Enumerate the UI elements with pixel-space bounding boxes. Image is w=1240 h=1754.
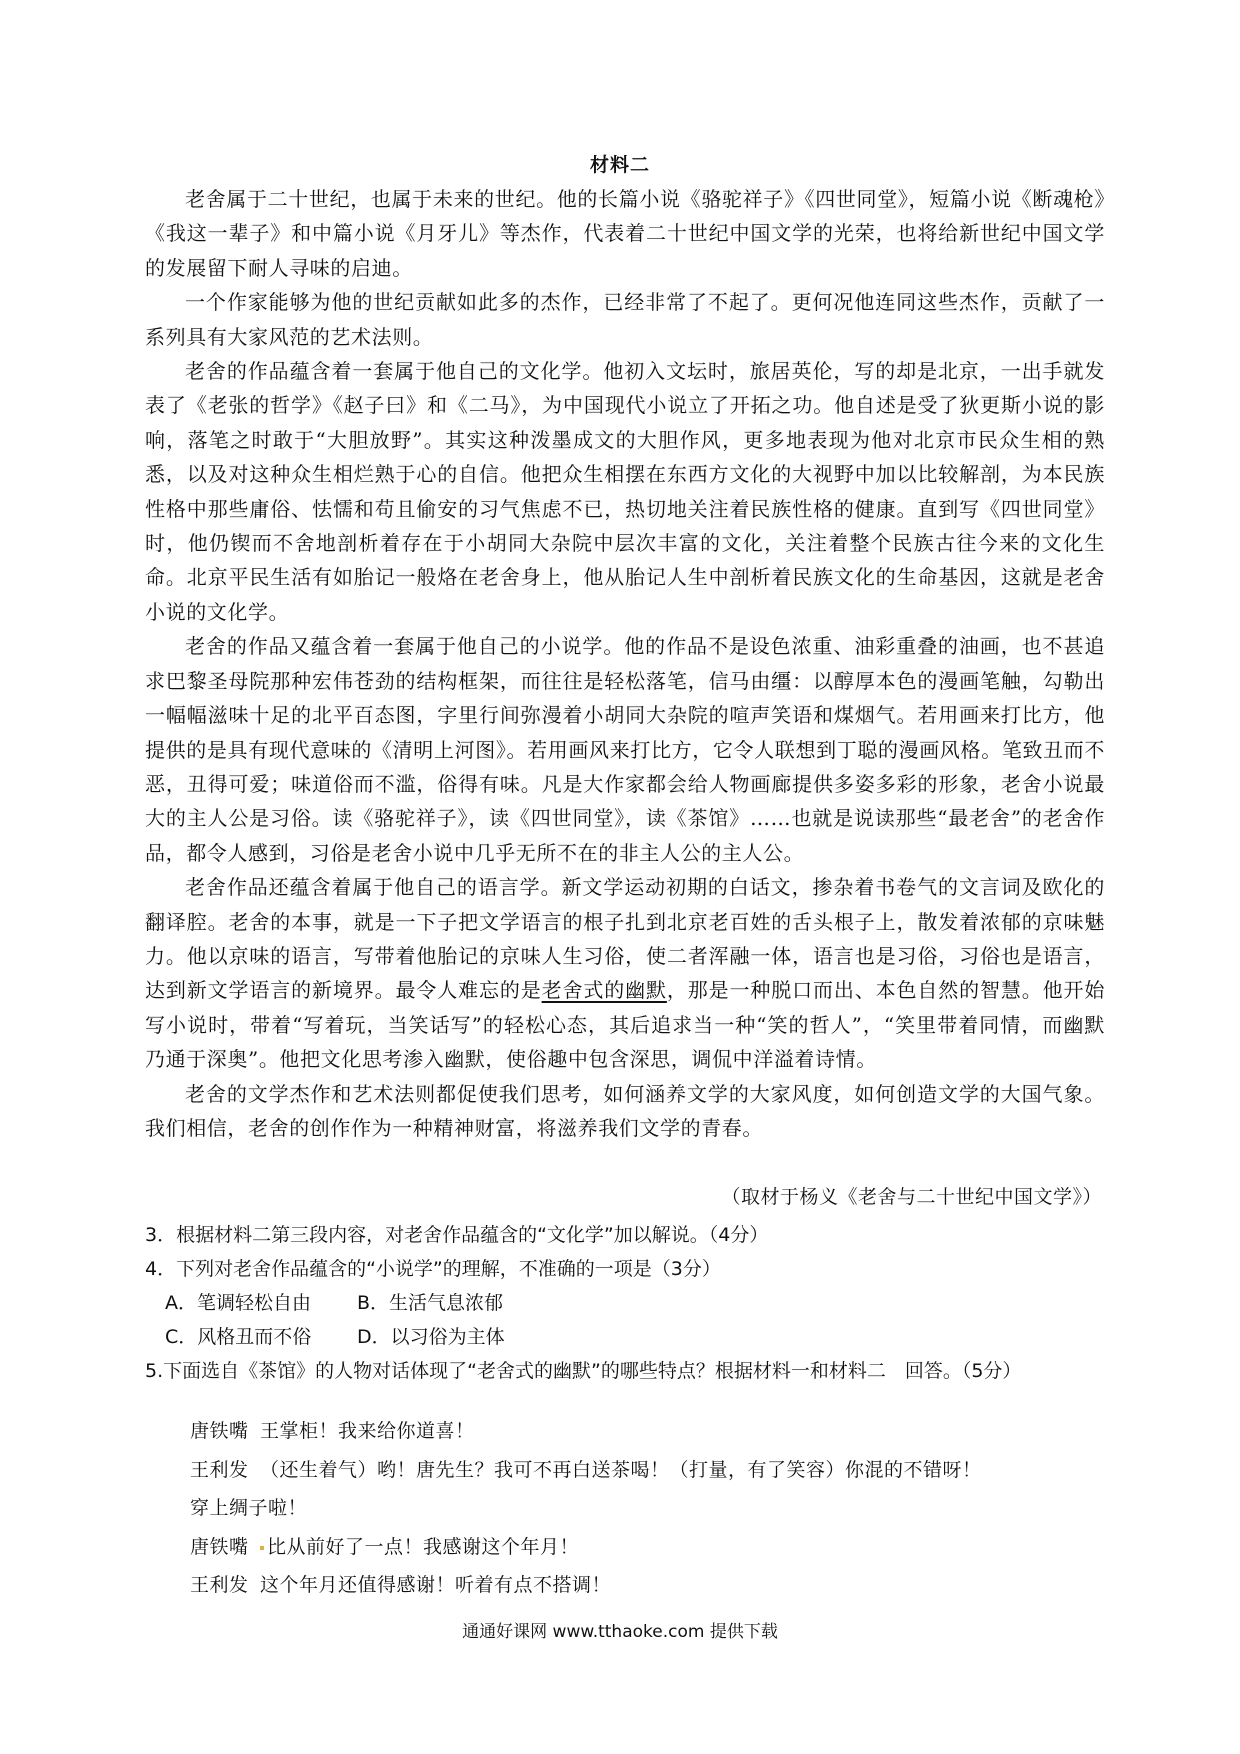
question-4: 4．下列对老舍作品蕴含的“小说学”的理解，不准确的一项是（3分） — [145, 1258, 721, 1280]
dialogue-text: （还生着气）哟！唐先生？我可不再白送茶喝！（打量，有了笑容）你混的不错呀！ — [260, 1458, 982, 1481]
paragraph-5-end: ，那是一种脱口而出、本色自然的智慧。他开始写小说时，带着“写着玩，当笑话写”的轻松心态，其后追求当一种“笑的哲人”，“笑里带着同情，而幽默乃通于深奥”。他把文化思考渗入幽默，使俗趣中包含深思，调侃中洋溢着诗情。 — [145, 978, 1105, 1072]
page-title: 材料二 — [589, 154, 650, 176]
option-c: C．风格丑而不俗 — [165, 1326, 312, 1348]
dialogue-excerpt — [190, 1412, 1110, 1605]
dialogue-text: 王掌柜！我来给你道喜！ — [260, 1420, 475, 1442]
option-a: A．笔调轻松自由 — [165, 1292, 311, 1314]
paragraph-1: 老舍属于二十世纪，也属于未来的世纪。他的长篇小说《骆驼祥子》《四世同堂》，短篇小说《断魂枪》《我这一辈子》和中篇小说《月牙儿》等杰作，代表着二十世纪中国文学的光荣，也将给新世纪中国文学的发展留下耐人寻味的启迪。 — [145, 187, 1105, 280]
speaker-name: 王利发 — [190, 1574, 249, 1596]
dialogue-line-continuation — [190, 1489, 1110, 1528]
paragraph-6: 老舍的文学杰作和艺术法则都促使我们思考，如何涵养文学的大家风度，如何创造文学的大国气象。我们相信，老舍的创作作为一种精神财富，将滋养我们文学的青春。 — [145, 1081, 1105, 1140]
ink-speck — [260, 1546, 264, 1550]
option-b: B．生活气息浓郁 — [357, 1292, 504, 1314]
paragraph-5-start: 老舍作品还蕴含着属于他自己的语言学。新文学运动初期的白话文，掺杂着书卷气的文言词及欧化的翻译腔。老舍的本事，就是一下子把文学语言的根子扎到北京老百姓的舌头根子上，散发着浓郁的京味魅力。他以京味的语言，写带着他胎记的京味人生习俗，使二者浑融一体，语言也是习俗，习俗也是语言，达到新文学语言的新境界。最令人难忘的是 — [145, 875, 1105, 1003]
speaker-name: 唐铁嘴 — [190, 1535, 249, 1558]
question-4-options-row-2 — [165, 1320, 1105, 1354]
option-d: D．以习俗为主体 — [357, 1326, 505, 1348]
question-3: 3．根据材料二第三段内容，对老舍作品蕴含的“文化学”加以解说。（4分） — [145, 1224, 769, 1246]
paragraph-4: 老舍的作品又蕴含着一套属于他自己的小说学。他的作品不是设色浓重、油彩重叠的油画，也不甚追求巴黎圣母院那种宏伟苍劲的结构框架，而往往是轻松落笔，信马由缰：以醇厚本色的漫画笔触，勾勒出一幅幅滋味十足的北平百态图，字里行间弥漫着小胡同大杂院的喧声笑语和煤烟气。若用画来打比方，他提供的是具有现代意味的《清明上河图》。若用画风来打比方，它令人联想到丁聪的漫画风格。笔致丑而不恶，丑得可爱；味道俗而不滥，俗得有味。凡是大作家都会给人物画廊提供多姿多彩的形象，老舍小说最大的主人公是习俗。读《骆驼祥子》，读《四世同堂》，读《茶馆》……也就是说读那些“最老舍”的老舍作品，都令人感到，习俗是老舍小说中几乎无所不在的非主人公的主人公。 — [145, 634, 1105, 865]
dialogue-line — [190, 1528, 1110, 1567]
dialogue-line — [190, 1451, 1110, 1490]
paragraph-3: 老舍的作品蕴含着一套属于他自己的文化学。他初入文坛时，旅居英伦，写的却是北京，一出手就发表了《老张的哲学》《赵子曰》和《二马》，为中国现代小说立了开拓之功。他自述是受了狄更斯小说的影响，落笔之时敢于“大胆放野”。其实这种泼墨成文的大胆作风，更多地表现为他对北京市民众生相的熟悉，以及对这种众生相烂熟于心的自信。他把众生相摆在东西方文化的大视野中加以比较解剖，为本民族性格中那些庸俗、怯懦和苟且偷安的习气焦虑不已，热切地关注着民族性格的健康。直到写《四世同堂》时，他仍锲而不舍地剖析着存在于小胡同大杂院中层次丰富的文化，关注着整个民族古往今来的文化生命。北京平民生活有如胎记一般烙在老舍身上，他从胎记人生中剖析着民族文化的生命基因，这就是老舍小说的文化学。 — [145, 359, 1105, 624]
speaker-name: 王利发 — [190, 1458, 249, 1481]
paragraph-5 — [145, 870, 1105, 1076]
question-5: 5.下面选自《茶馆》的人物对话体现了“老舍式的幽默”的哪些特点？根据材料一和材料二 回答。（5分） — [145, 1360, 1022, 1382]
dialogue-line — [190, 1566, 1110, 1605]
dialogue-line — [190, 1412, 1110, 1451]
questions-section — [145, 1218, 1105, 1388]
article-body — [145, 182, 1105, 1145]
source-citation: （取材于杨义《老舍与二十世纪中国文学》） — [721, 1186, 1102, 1208]
underlined-phrase: 老舍式的幽默 — [541, 978, 667, 1003]
question-4-options-row-1 — [165, 1286, 1105, 1320]
footer-watermark: 通通好课网 www.tthaoke.com 提供下载 — [462, 1622, 778, 1642]
paragraph-2: 一个作家能够为他的世纪贡献如此多的杰作，已经非常了不起了。更何况他连同这些杰作，贡献了一系列具有大家风范的艺术法则。 — [145, 290, 1105, 349]
dialogue-text: 这个年月还值得感谢！听着有点不搭调！ — [260, 1574, 612, 1596]
dialogue-text: 比从前好了一点！我感谢这个年月！ — [267, 1535, 580, 1558]
speaker-name: 唐铁嘴 — [190, 1420, 249, 1442]
dialogue-text: 穿上绸子啦！ — [190, 1497, 308, 1519]
